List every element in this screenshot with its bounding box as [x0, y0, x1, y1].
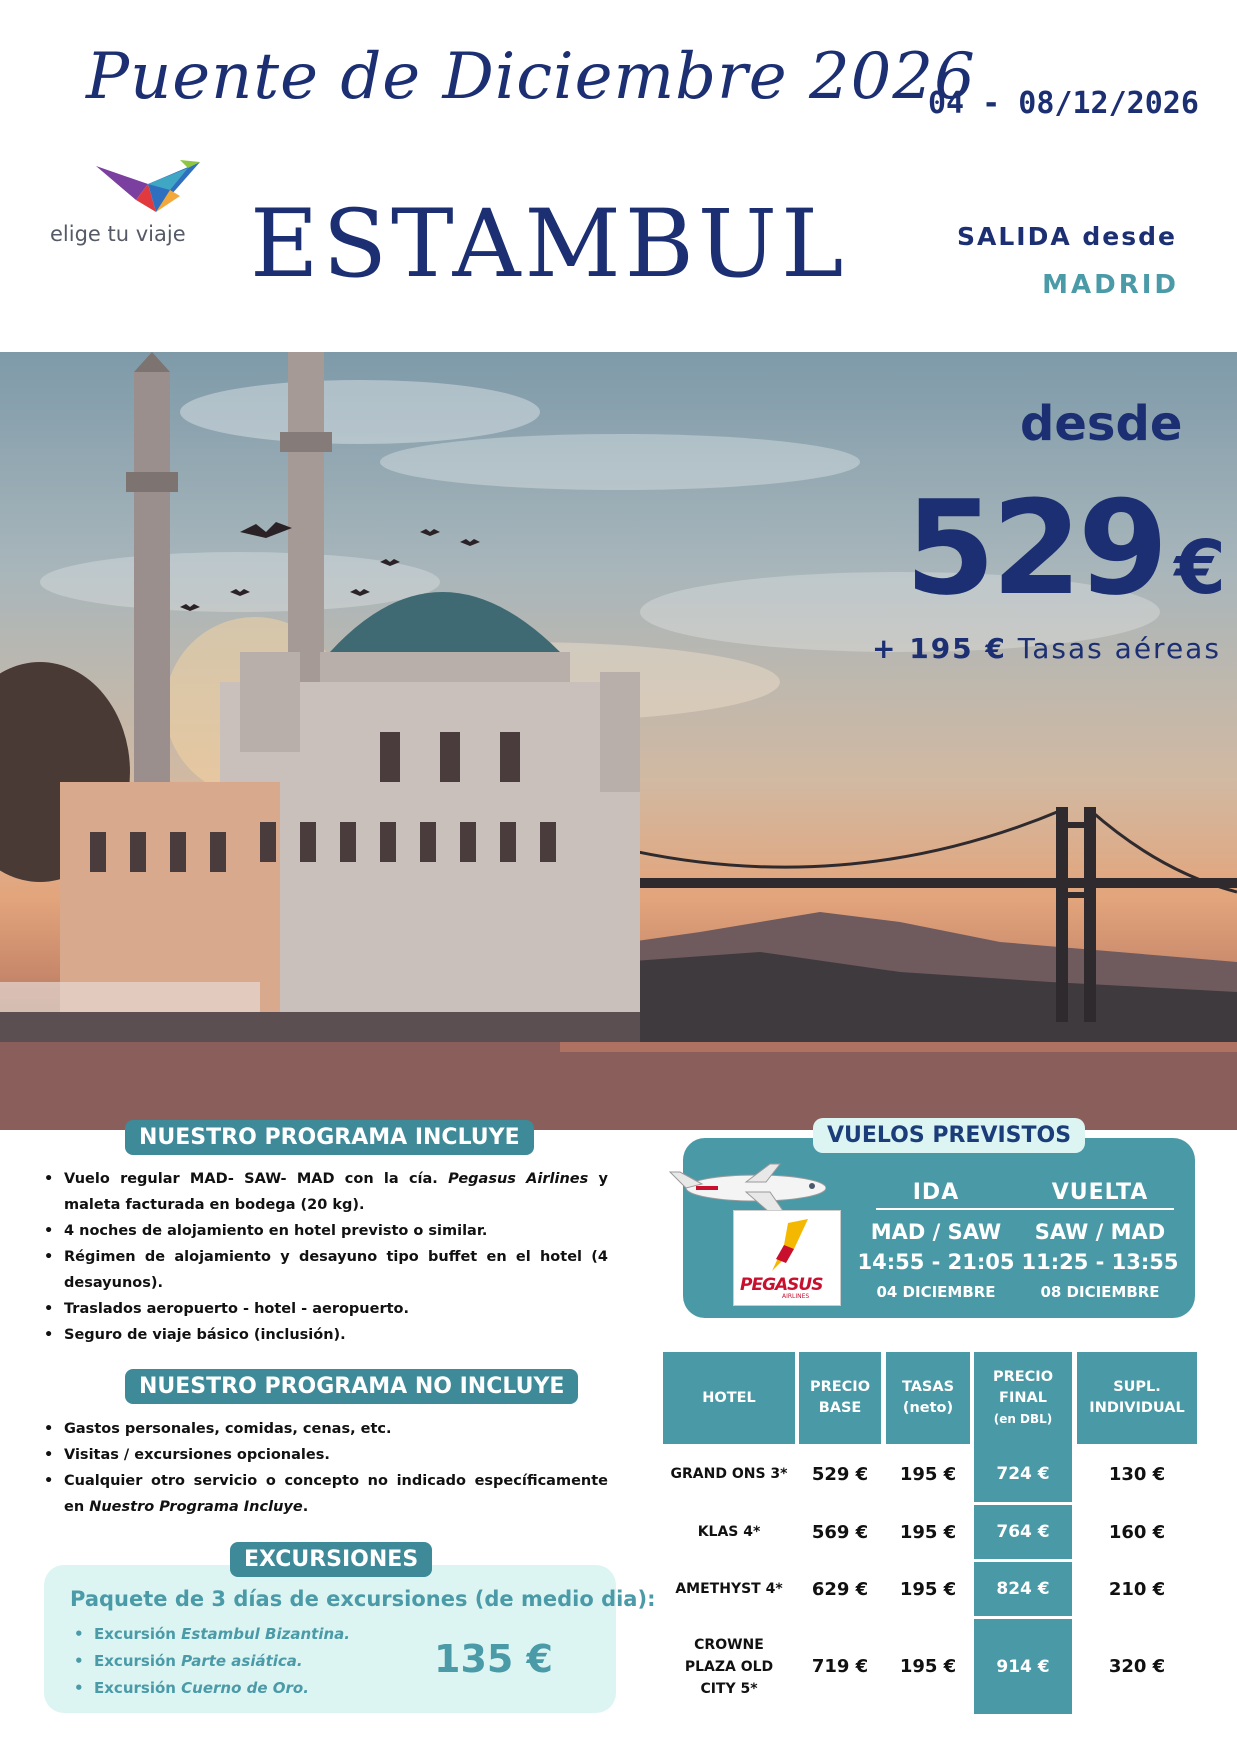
brand-name: elige tu viaje	[50, 222, 186, 246]
cell-base-price: 529 €	[811, 1463, 869, 1485]
excludes-list	[40, 1416, 608, 1520]
excursions-box	[44, 1565, 656, 1713]
cell-single-supplement: 320 €	[1108, 1656, 1166, 1677]
cell-taxes: 195 €	[899, 1463, 957, 1485]
departure-city: MADRID	[1042, 270, 1179, 300]
cell-hotel: GRAND ONS 3*	[670, 1466, 788, 1482]
departure-label: SALIDA desde	[957, 222, 1177, 251]
excursions-package: Paquete de 3 días de excursiones (de medio dia):	[70, 1587, 656, 1611]
flight-outbound-label: IDA	[912, 1180, 960, 1205]
flights-divider	[876, 1208, 1174, 1210]
taxes-amount: + 195 €	[872, 632, 1007, 665]
cell-base-price: 569 €	[811, 1521, 869, 1543]
list-item: • Excursión Estambul Bizantina.	[70, 1621, 350, 1648]
cell-taxes: 195 €	[899, 1521, 957, 1543]
list-item: • Cualquier otro servicio o concepto no indicado específicamente en Nuestro Programa Incluye.	[40, 1468, 608, 1520]
istanbul-mosque-illustration	[0, 352, 1237, 1130]
list-item: • Excursión Cuerno de Oro.	[70, 1675, 350, 1702]
main-price	[905, 472, 1226, 624]
list-item: • Vuelo regular MAD- SAW- MAD con la cía. Pegasus Airlines y maleta facturada en bodega (20 kg).	[40, 1166, 608, 1218]
destination-city: ESTAMBUL	[250, 190, 848, 299]
price-from-label: desde	[1020, 396, 1183, 452]
list-item: • 4 noches de alojamiento en hotel previsto o similar.	[40, 1218, 608, 1244]
flight-outbound-time: 14:55 - 21:05	[857, 1250, 1015, 1274]
excursions-price: 135 €	[434, 1637, 553, 1681]
airport-taxes	[872, 632, 1221, 665]
hero-photo	[0, 352, 1237, 1130]
excursions-title: EXCURSIONES	[230, 1542, 432, 1577]
flight-outbound-route: MAD / SAW	[870, 1220, 1002, 1244]
page-title: Puente de Diciembre 2026	[86, 40, 976, 114]
col-header-final-price: PRECIO FINAL (en DBL)	[974, 1352, 1072, 1444]
col-header-hotel: HOTEL	[663, 1352, 795, 1444]
col-header-taxes: TASAS (neto)	[886, 1352, 970, 1444]
cell-single-supplement: 160 €	[1108, 1521, 1166, 1543]
pegasus-logo	[733, 1210, 841, 1306]
list-item: • Excursión Parte asiática.	[70, 1648, 350, 1675]
brand-logo	[46, 160, 206, 250]
cell-base-price: 629 €	[811, 1578, 869, 1600]
price-amount: 529	[905, 472, 1165, 624]
includes-list	[40, 1166, 608, 1348]
flights-title: VUELOS PREVISTOS	[813, 1118, 1085, 1153]
cell-final-price: 824 €	[996, 1579, 1050, 1599]
taxes-label: Tasas aéreas	[1017, 632, 1221, 665]
cell-base-price: 719 €	[811, 1656, 869, 1677]
cell-final-price: 764 €	[996, 1522, 1050, 1542]
list-item: • Seguro de viaje básico (inclusión).	[40, 1322, 608, 1348]
col-header-base-price: PRECIO BASE	[799, 1352, 881, 1444]
includes-title: NUESTRO PROGRAMA INCLUYE	[125, 1120, 534, 1155]
cell-single-supplement: 210 €	[1108, 1578, 1166, 1600]
trip-dates: 04 - 08/12/2026	[928, 86, 1199, 121]
pegasus-logo-text: PEGASUS	[740, 1275, 823, 1295]
flight-inbound-date: 08 DICIEMBRE	[1040, 1283, 1160, 1301]
list-item: • Visitas / excursiones opcionales.	[40, 1442, 608, 1468]
pegasus-logo-subtext: AIRLINES	[782, 1293, 810, 1300]
list-item: • Traslados aeropuerto - hotel - aeropuerto.	[40, 1296, 608, 1322]
list-item: • Gastos personales, comidas, cenas, etc.	[40, 1416, 608, 1442]
list-item: • Régimen de alojamiento y desayuno tipo buffet en el hotel (4 desayunos).	[40, 1244, 608, 1296]
pegasus-logo-icon	[764, 1219, 812, 1275]
cell-hotel: KLAS 4*	[697, 1524, 761, 1540]
flight-outbound-date: 04 DICIEMBRE	[876, 1283, 996, 1301]
cell-hotel: AMETHYST 4*	[675, 1581, 783, 1597]
flight-inbound-label: VUELTA	[1051, 1180, 1149, 1205]
cell-taxes: 195 €	[899, 1578, 957, 1600]
cell-single-supplement: 130 €	[1108, 1463, 1166, 1485]
excludes-title: NUESTRO PROGRAMA NO INCLUYE	[125, 1369, 578, 1404]
col-header-single-supplement: SUPL. INDIVIDUAL	[1077, 1352, 1197, 1444]
cell-final-price: 724 €	[996, 1464, 1050, 1484]
excursions-list	[70, 1621, 350, 1702]
flight-inbound-time: 11:25 - 13:55	[1021, 1250, 1179, 1274]
cell-hotel: CROWNE PLAZA OLD CITY 5*	[684, 1636, 774, 1697]
price-currency: €	[1174, 525, 1226, 611]
cell-final-price: 914 €	[996, 1656, 1050, 1677]
brand-bird-logo-icon	[96, 160, 200, 214]
flight-inbound-route: SAW / MAD	[1034, 1220, 1166, 1244]
cell-taxes: 195 €	[899, 1656, 957, 1677]
